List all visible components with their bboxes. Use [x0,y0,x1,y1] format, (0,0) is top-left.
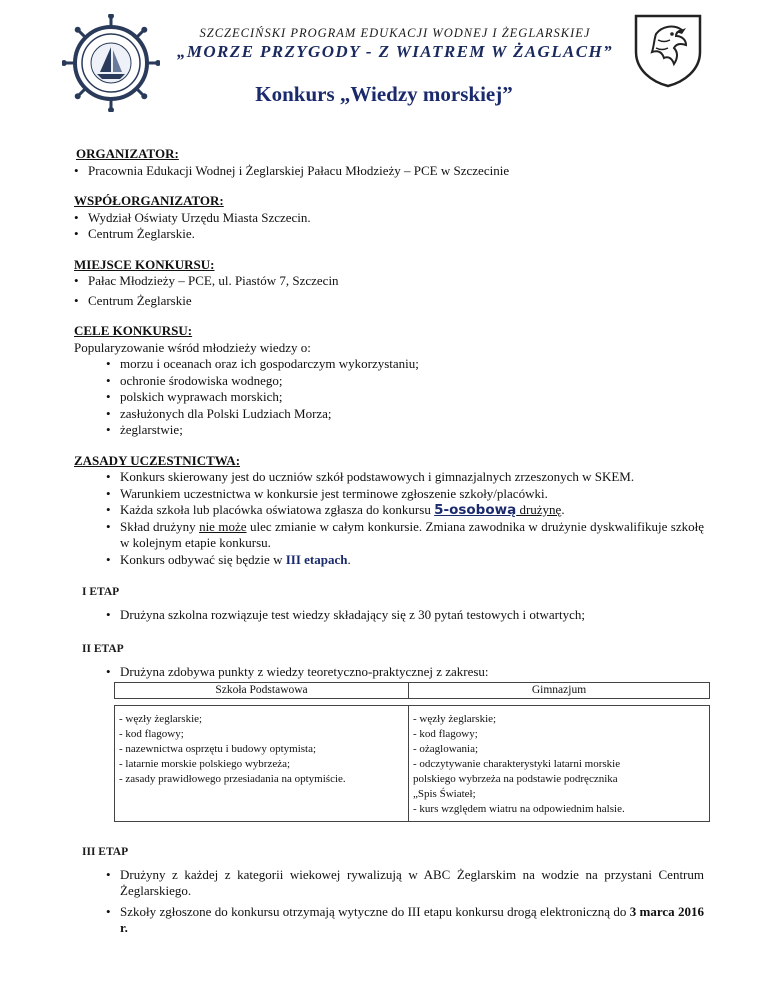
list-item: • Drużyny z każdej z kategorii wiekowej rywalizują w ABC Żeglarskim na wodzie na przystani Centrum Żeglarskiego. [74,867,704,900]
stage-2-scope-table [114,682,710,822]
list-item: • Pracownia Edukacji Wodnej i Żeglarskiej Pałacu Młodzieży – PCE w Szczecinie [74,163,704,180]
list-item: • żeglarstwie; [74,422,704,439]
table-cell-line: - węzły żeglarskie; [119,713,203,725]
goals-heading: CELE KONKURSU: [74,323,193,338]
list-item: • Pałac Młodzieży – PCE, ul. Piastów 7, Szczecin [74,273,704,290]
stage-3-text: Szkoły zgłoszone do konkursu otrzymają wytyczne do III etapu konkursu drogą elektroniczną do [120,903,630,919]
middle-school-scope [409,706,710,822]
rule-text: Każda szkoła lub placówka oświatowa zgłasza do konkursu [120,502,435,517]
list-item: • Centrum Żeglarskie. [74,226,704,243]
rules-section [74,453,704,569]
table-cell-line: - odczytywanie charakterystyki latarni morskie [413,758,621,770]
goals-intro: Popularyzowanie wśród młodzieży wiedzy o: [74,339,311,355]
rule-text: . [561,502,565,517]
rule-text: Konkurs odbywać się będzie w [120,551,286,567]
list-item: • Warunkiem uczestnictwa w konkursie jest terminowe zgłoszenie szkoły/placówki. [74,486,704,503]
table-cell-line: - zasady prawidłowego przesiadania na optymiście. [119,773,346,785]
table-header-primary-school: Szkoła Podstawowa [115,683,409,699]
stage-2-heading: II ETAP [82,643,124,655]
organizer-heading: ORGANIZATOR: [76,146,179,161]
rule-emphasis: nie może [199,518,247,534]
table-header-middle-school: Gimnazjum [409,683,710,699]
team-size-highlight: 5-osobową [434,502,517,518]
table-cell-line: - kod flagowy; [413,728,478,740]
table-cell-line: - ożaglowania; [413,743,479,755]
coorganizer-heading: WSPÓŁORGANIZATOR: [74,193,224,208]
table-cell-line: - latarnie morskie polskiego wybrzeża; [119,758,291,770]
deadline-date: 3 marca 2016 r. [120,903,704,935]
primary-school-scope [115,706,409,822]
document-body [74,146,704,955]
program-slogan: „MORZE PRZYGODY - Z WIATREM W ŻAGLACH” [176,42,614,61]
table-cell-line: polskiego wybrzeża na podstawie podręcznika [413,773,618,785]
list-item: • ochronie środowiska wodnego; [74,373,704,390]
list-item [74,552,704,569]
venue-heading: MIEJSCE KONKURSU: [74,256,215,272]
stage-1-section [74,584,704,623]
list-item [74,904,704,937]
list-item [74,502,704,519]
list-item: • morzu i oceanach oraz ich gospodarczym wykorzystaniu; [74,356,704,373]
list-item: • Drużyna szkolna rozwiązuje test wiedzy składający się z 30 pytań testowych i otwartych; [74,607,704,624]
rule-text: drużynę [516,502,562,517]
rule-text: . [347,551,351,567]
rules-heading: ZASADY UCZESTNICTWA: [74,452,241,468]
page-title: Konkurs „Wiedzy morskiej” [255,82,513,106]
list-item: • zasłużonych dla Polski Ludziach Morza; [74,406,704,423]
stage-3-section [74,844,704,937]
venue-section [74,257,704,310]
list-item: • Konkurs skierowany jest do uczniów szkół podstawowych i gimnazjalnych zrzeszonych w SKEM. [74,469,704,486]
griffin-coat-of-arms-icon [632,12,704,88]
list-item: • Centrum Żeglarskie [74,293,704,310]
stage-3-heading: III ETAP [82,846,129,858]
program-name: SZCZECIŃSKI PROGRAM EDUKACJI WODNEJ I ŻEGLARSKIEJ [199,26,591,40]
rule-text: ulec zmianie w całym konkursie. Zmiana zawodnika w drużynie dyskwalifikuje szkołę w kolejnym etapie konkursu. [120,518,704,550]
stage-1-heading: I ETAP [82,586,120,598]
table-cell-line: - nazewnictwa osprzętu i budowy optymista; [119,743,317,755]
list-item: • polskich wyprawach morskich; [74,389,704,406]
stage-2-section [74,641,704,822]
table-cell-line: - węzły żeglarskie; [413,713,497,725]
table-cell-line: „Spis Świateł; [413,788,476,800]
rule-emphasis: III etapach [285,551,348,567]
coorganizer-section [74,193,704,243]
table-cell-line: - kurs względem wiatru na odpowiednim halsie. [413,803,625,815]
list-item [74,519,704,552]
goals-section [74,323,704,439]
rule-text: Skład drużyny [120,518,200,534]
organizer-section [74,146,704,179]
list-item: • Drużyna zdobywa punkty z wiedzy teoretyczno-praktycznej z zakresu: [74,664,704,681]
table-cell-line: - kod flagowy; [119,728,184,740]
list-item: • Wydział Oświaty Urzędu Miasta Szczecin. [74,210,704,227]
